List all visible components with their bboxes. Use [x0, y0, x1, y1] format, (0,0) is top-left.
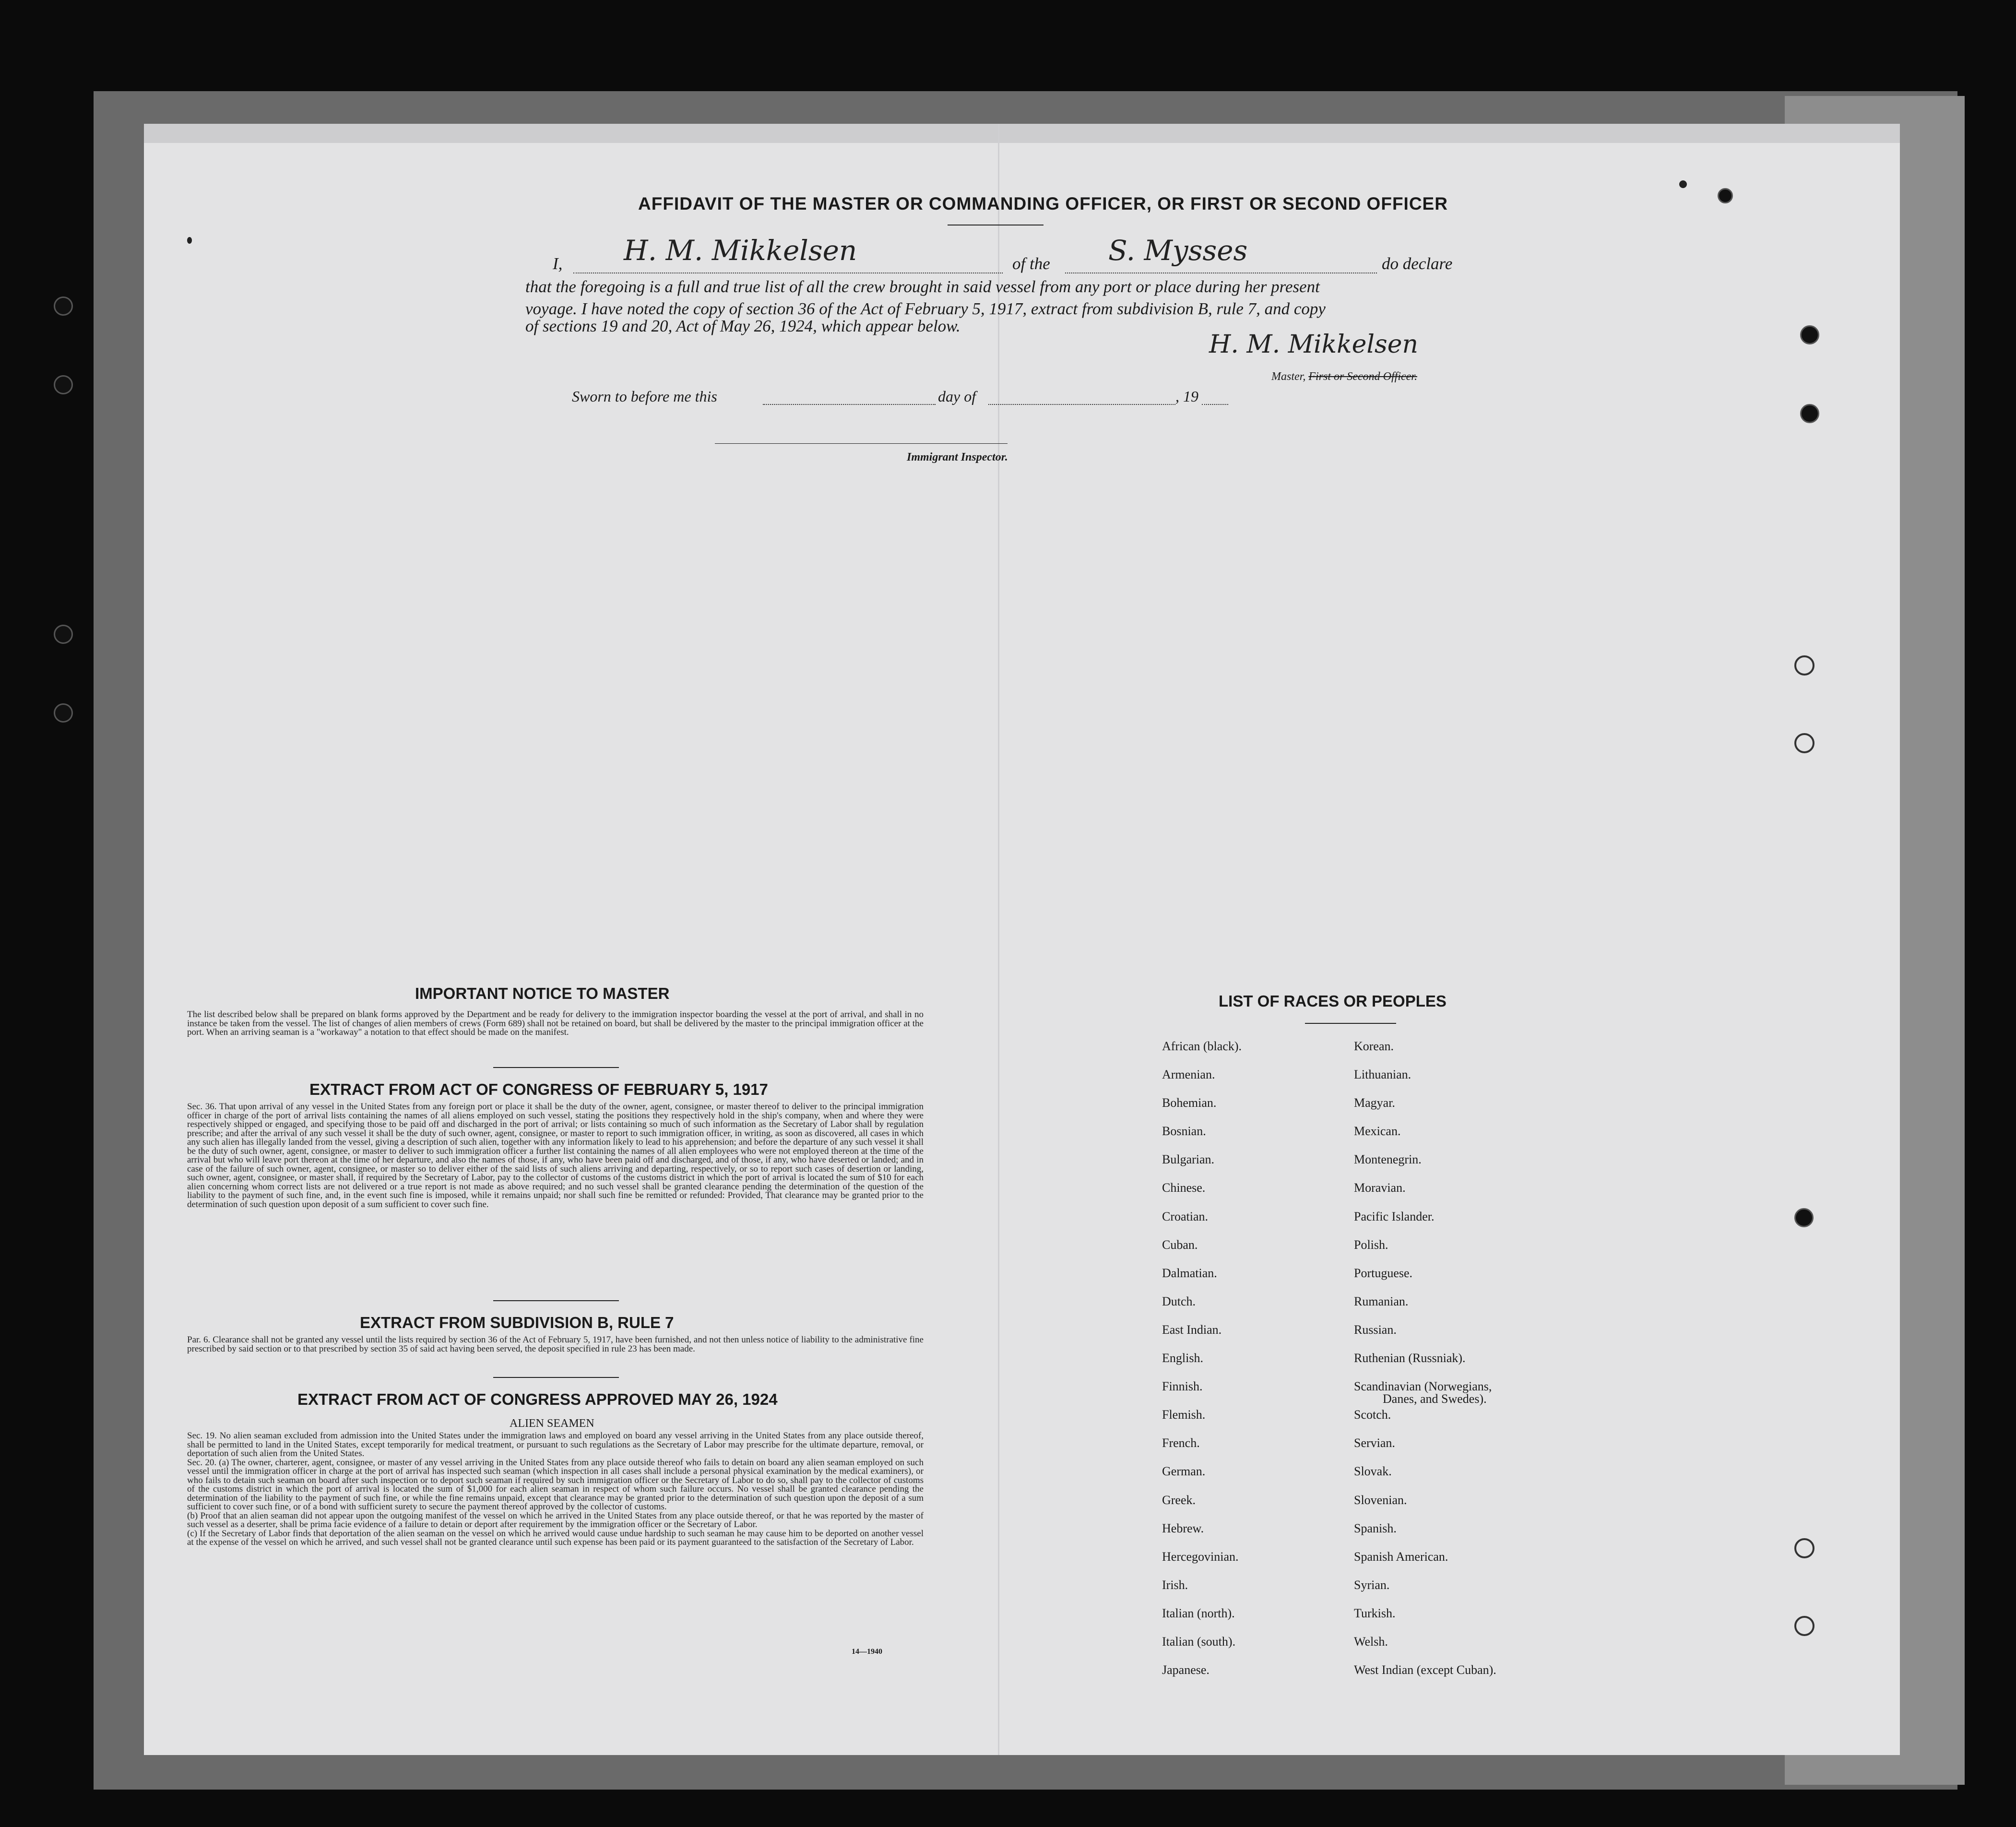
race-item: Portuguese. [1354, 1266, 1413, 1280]
extract-1917-divider [493, 1300, 619, 1301]
ink-mark [1679, 180, 1687, 188]
form-number: 14—1940 [852, 1648, 882, 1656]
sworn-date-line [763, 404, 936, 405]
race-item [1354, 1379, 1496, 1408]
races-list-right [1354, 1039, 1496, 1691]
ink-mark [187, 237, 192, 244]
signer-name-handwritten: H. M. Mikkelsen [624, 234, 857, 267]
vessel-name-handwritten: S. Mysses [1108, 234, 1248, 267]
rule7-heading: EXTRACT FROM SUBDIVISION B, RULE 7 [360, 1314, 674, 1331]
sworn-day-label: day of [938, 388, 976, 405]
race-item: Spanish. [1354, 1521, 1397, 1535]
affidavit-line1-prefix: I, [553, 254, 563, 273]
race-item: Korean. [1354, 1039, 1394, 1053]
affidavit-line3: voyage. I have noted the copy of section 36 of the Act of February 5, 1917, extract from subdivision B, rule 7, and copy [525, 299, 1326, 318]
race-item: Ruthenian (Russniak). [1354, 1351, 1466, 1365]
affidavit-title: AFFIDAVIT OF THE MASTER OR COMMANDING OFFICER, OR FIRST OR SECOND OFFICER [638, 194, 1448, 214]
punch-hole [1794, 1616, 1814, 1636]
caption-master: Master, [1271, 370, 1306, 383]
sworn-month-line [988, 404, 1175, 405]
race-item: Magyar. [1354, 1096, 1395, 1110]
alien-seamen-subheading: ALIEN SEAMEN [510, 1417, 594, 1430]
race-item: Bulgarian. [1162, 1152, 1215, 1167]
race-item: English. [1162, 1351, 1203, 1365]
affidavit-line4: of sections 19 and 20, Act of May 26, 1924, which appear below. [525, 317, 961, 335]
master-signature-handwritten: H. M. Mikkelsen [1209, 330, 1418, 359]
inspector-caption: Immigrant Inspector. [907, 451, 1008, 463]
race-item: Lithuanian. [1354, 1068, 1411, 1082]
notice-divider [493, 1067, 619, 1068]
affidavit-line1-suffix: do declare [1382, 254, 1453, 273]
race-item: Irish. [1162, 1578, 1188, 1592]
race-item: Slovenian. [1354, 1493, 1407, 1507]
race-item: Italian (north). [1162, 1606, 1235, 1620]
punch-hole [54, 297, 73, 316]
race-item: Rumanian. [1354, 1294, 1409, 1308]
race-item: Cuban. [1162, 1237, 1198, 1252]
race-item: Bohemian. [1162, 1096, 1217, 1110]
races-list-left [1162, 1039, 1242, 1691]
races-heading: LIST OF RACES OR PEOPLES [1219, 992, 1447, 1010]
sworn-year-line [1202, 404, 1228, 405]
race-item: Russian. [1354, 1322, 1397, 1337]
punch-hole [1800, 325, 1819, 344]
race-item: French. [1162, 1436, 1200, 1450]
page-top-shadow [144, 124, 1900, 143]
race-item: Italian (south). [1162, 1634, 1236, 1649]
race-item: Greek. [1162, 1493, 1196, 1507]
race-item: West Indian (except Cuban). [1354, 1663, 1496, 1677]
inspector-signature-line [715, 443, 1008, 444]
race-item-scandinavian-cont: Danes, and Swedes). [1383, 1392, 1487, 1406]
race-item: Flemish. [1162, 1408, 1206, 1422]
center-fold [998, 124, 999, 1755]
signature-caption [1271, 370, 1417, 383]
race-item: Welsh. [1354, 1634, 1388, 1649]
caption-struck: First or Second Officer. [1308, 370, 1417, 383]
race-item: Pacific Islander. [1354, 1209, 1435, 1223]
sworn-prefix: Sworn to before me this [572, 388, 717, 405]
affidavit-line2: that the foregoing is a full and true list of all the crew brought in said vessel from any port or place during her present [525, 277, 1320, 296]
punch-hole [1794, 655, 1814, 676]
sec19-text: Sec. 19. No alien seaman excluded from admission into the United States under the immigration laws and employed on board any vessel arriving in the United States from any place outside thereof, shall be permitted to land in the United States, except temporarily for medical treatment, or pursuant to such regulations as the Secretary of Labor may prescribe for the ultimate departure, removal, or deportation of such alien from the United States. [187, 1431, 924, 1459]
race-item: Dalmatian. [1162, 1266, 1217, 1280]
race-item: Hebrew. [1162, 1521, 1204, 1535]
sworn-year-label: , 19 [1175, 388, 1198, 405]
race-item: Turkish. [1354, 1606, 1396, 1620]
race-item: Servian. [1354, 1436, 1395, 1450]
sec20c-text: (c) If the Secretary of Labor finds that deportation of the alien seaman on the vessel on which he arrived would cause undue hardship to such seaman he may cause him to be deported on another vessel at the expense of the vessel on which he arrived, and such vessel shall not be granted clearance until such expense has been paid or its payment guaranteed to the satisfaction of the Secretary of Labor. [187, 1528, 924, 1547]
extract-1924-body [187, 1432, 924, 1547]
race-item: Moravian. [1354, 1181, 1406, 1195]
punch-hole [54, 375, 73, 394]
notice-heading: IMPORTANT NOTICE TO MASTER [415, 985, 670, 1002]
punch-hole [54, 625, 73, 644]
race-item: Syrian. [1354, 1578, 1390, 1592]
affidavit-line1-mid: of the [1012, 254, 1050, 273]
race-item: Croatian. [1162, 1209, 1209, 1223]
race-item: Mexican. [1354, 1124, 1401, 1139]
race-item-scandinavian: Scandinavian (Norwegians, [1354, 1379, 1492, 1394]
race-item: Polish. [1354, 1237, 1388, 1252]
sec20a-text: Sec. 20. (a) The owner, charterer, agent, consignee, or master of any vessel arriving in the United States from any place outside thereof who fails to detain on board any alien seaman employed on such vessel until the immigration officer in charge at the port of arrival has inspected such seaman (which inspection in all cases shall include a personal physical examination by the medical examiners), or who fails to detain such seaman on board after such inspection or to deport such seaman if required by such immigration officer or the Secretary of Labor to do so, shall pay to the collector of customs of the customs district in which the port of arrival is located the sum of $1,000 for each alien seaman in respect of whom such failure occurs. No vessel shall be granted clearance pending the determination of the liability to the payment of such fine, or while the fine remains unpaid, except that clearance may be granted prior to the determination of such question upon the deposit of a sum sufficient to cover such fine, or of a bond with sufficient surety to secure the payment thereof approved by the collector of customs. [187, 1457, 924, 1512]
punch-hole [1794, 1538, 1814, 1558]
race-item: Spanish American. [1354, 1549, 1448, 1564]
punch-hole [1718, 188, 1733, 203]
race-item: Montenegrin. [1354, 1152, 1422, 1167]
punch-hole [1794, 1208, 1814, 1227]
race-item: Finnish. [1162, 1379, 1203, 1394]
race-item: Japanese. [1162, 1663, 1210, 1677]
race-item: Scotch. [1354, 1408, 1391, 1422]
race-item: Armenian. [1162, 1068, 1215, 1082]
punch-hole [1800, 404, 1819, 423]
extract-1917-text: Sec. 36. That upon arrival of any vessel in the United States from any foreign port or place it shall be the duty of the owner, agent, consignee, or master thereof to deliver to the principal immigration officer in charge of the port of arrival lists containing the names of all aliens employed on such vessel, stating the positions they respectively hold in the ship's company, when and where they were respectively shipped or engaged, and specifying those to be paid off and discharged in the port of arrival; or lists containing so much of such information as the Secretary of Labor shall by regulation prescribe; and after the arrival of any such vessel it shall be the duty of such owner, agent, consignee, or master to report to such immigration officer, in writing, as soon as discovered, all cases in which any such alien has illegally landed from the vessel, giving a description of such alien, together with any information likely to lead to his apprehension; and before the departure of any such vessel it shall be the duty of such owner, agent, consignee, or master to deliver to such immigration officer a further list containing the names of all alien employees who were not employed thereon at the time of the arrival but who will leave port thereon at the time of her departure, and also the names of those, if any, who have been paid off and discharged, and of those, if any, who have deserted or landed; and in case of the failure of such owner, agent, consignee, or master so to deliver either of the said lists of such aliens arriving and departing, respectively, or so to report such cases of desertion or landing, such owner, agent, consignee, or master shall, if required by the Secretary of Labor, pay to the collector of customs of the customs district in which the port of arrival is located the sum of $10 for each alien concerning whom correct lists are not delivered or a true report is not made as above required; and no such vessel shall be granted clearance pending the determination of the question of the liability to the payment of such fine, and, in the event such fine is imposed, while it remains unpaid; nor shall such fine be remitted or refunded: Provided, That clearance may be granted prior to the determination of such question upon deposit of a sum sufficient to cover such fine. [187, 1102, 924, 1210]
rule7-text: Par. 6. Clearance shall not be granted any vessel until the lists required by section 36 of the Act of February 5, 1917, have been furnished, and not then unless notice of liability to the administrative fine prescribed by said section or to that prescribed by section 35 of said act having been served, the deposit specified in rule 23 has been made. [187, 1335, 924, 1354]
race-item: Hercegovinian. [1162, 1549, 1239, 1564]
races-divider [1305, 1023, 1396, 1024]
race-item: Dutch. [1162, 1294, 1196, 1308]
race-item: East Indian. [1162, 1322, 1222, 1337]
extract-1924-heading: EXTRACT FROM ACT OF CONGRESS APPROVED MAY 26, 1924 [297, 1390, 778, 1408]
punch-hole [1794, 733, 1814, 753]
race-item: German. [1162, 1464, 1206, 1479]
race-item: Bosnian. [1162, 1124, 1206, 1139]
sec20b-text: (b) Proof that an alien seaman did not appear upon the outgoing manifest of the vessel on which he arrived in the United States from any place outside thereof, or that he was reported by the master of such vessel as a deserter, shall be prima facie evidence of a failure to detain or deport after requirement by the immigration officer or the Secretary of Labor. [187, 1510, 924, 1530]
race-item: Chinese. [1162, 1181, 1206, 1195]
rule7-divider [493, 1377, 619, 1378]
race-item: African (black). [1162, 1039, 1242, 1053]
extract-1917-heading: EXTRACT FROM ACT OF CONGRESS OF FEBRUARY 5, 1917 [309, 1080, 768, 1098]
race-item: Slovak. [1354, 1464, 1392, 1479]
notice-text: The list described below shall be prepared on blank forms approved by the Department and be ready for delivery to the immigration inspector boarding the vessel at the port of arrival, and shall in no instance be taken from the vessel. The list of changes of alien members of crews (Form 689) shall not be retained on board, but shall be delivered by the master to the principal immigration officer at the port. When an arriving seaman is a "workaway" a notation to that effect should be made on the manifest. [187, 1009, 924, 1037]
punch-hole [54, 703, 73, 723]
